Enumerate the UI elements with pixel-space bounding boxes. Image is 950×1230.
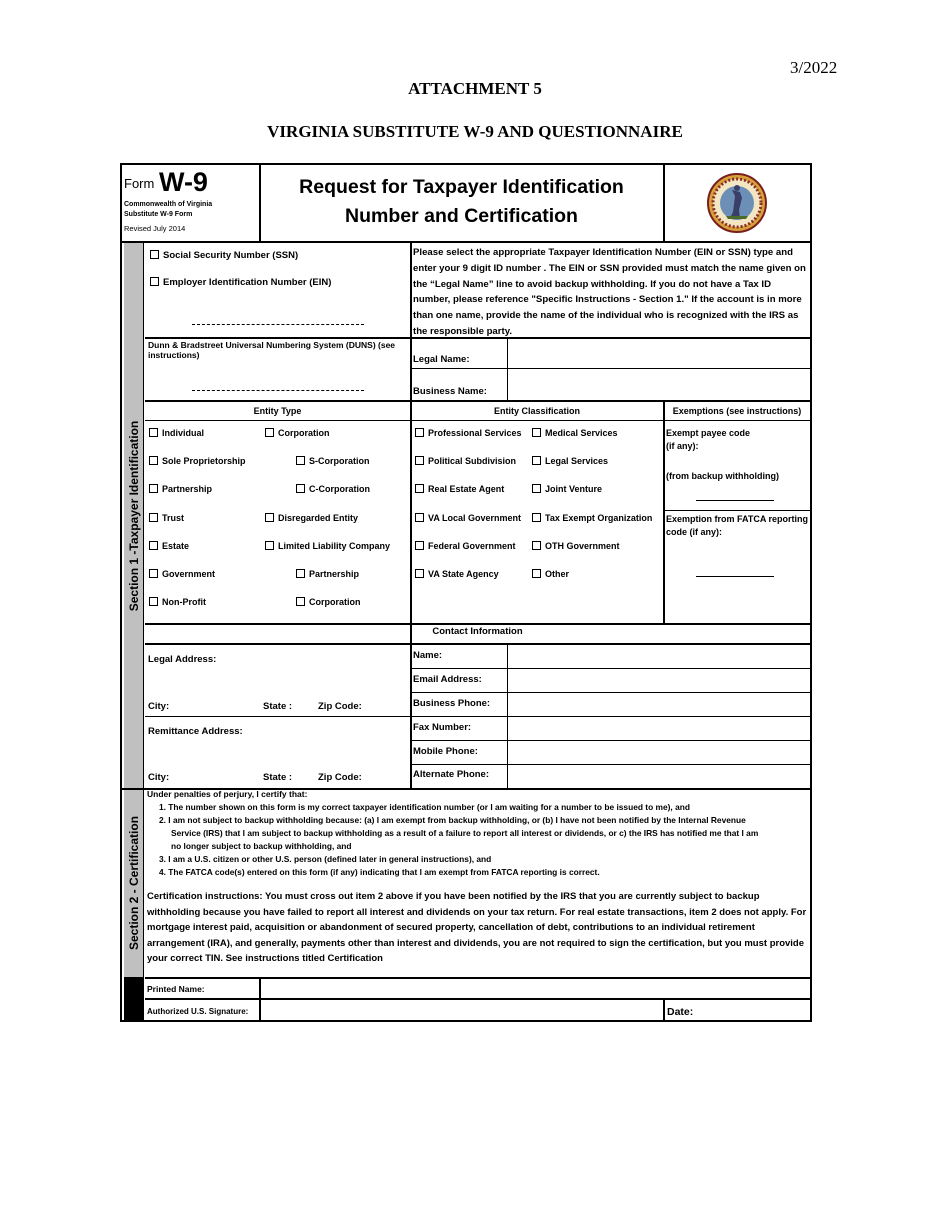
contact-email-label: Email Address: <box>413 674 482 685</box>
exempt-payee-field[interactable] <box>696 500 774 501</box>
cert-item1: 1. The number shown on this form is my correct taxpayer identification number (or I am waiting for a number to be issued to me), and <box>159 802 690 812</box>
signature-sidebar <box>124 977 144 1022</box>
legal-address-label: Legal Address: <box>148 654 217 665</box>
date-label: Date: <box>667 1006 694 1018</box>
entity-type-option[interactable]: Partnership <box>149 484 212 494</box>
contact-alt-phone-label: Alternate Phone: <box>413 769 490 780</box>
page-date: 3/2022 <box>790 58 838 77</box>
contact-fax-label: Fax Number: <box>413 722 472 733</box>
form-prefix: Form <box>124 176 155 191</box>
cert-item2-end: no longer subject to backup withholding, and <box>171 841 352 851</box>
entity-class-option[interactable]: Tax Exempt Organization <box>532 513 652 523</box>
legal-name-field[interactable] <box>509 339 809 367</box>
entity-type-option[interactable]: Corporation <box>265 428 330 438</box>
virginia-seal-icon <box>706 172 768 234</box>
duns-entry-line[interactable] <box>192 390 364 391</box>
fatca-label: Exemption from FATCA reporting <box>666 514 809 524</box>
form-title-line2: Number and Certification <box>345 205 578 227</box>
exempt-payee-label: Exempt payee code <box>666 428 751 438</box>
entity-type-option[interactable]: Individual <box>149 428 204 438</box>
entity-type-option[interactable]: Disregarded Entity <box>265 513 358 523</box>
exempt-payee-ifany: (if any): <box>666 441 699 451</box>
city-label: City: <box>148 701 170 712</box>
entity-type-option[interactable]: Partnership <box>296 569 359 579</box>
entity-type-option[interactable]: Trust <box>149 513 184 523</box>
entity-class-header: Entity Classification <box>493 406 581 416</box>
zip-label: Zip Code: <box>318 772 362 783</box>
form-name: W-9 <box>159 167 208 197</box>
entity-type-option[interactable]: Corporation <box>296 597 361 607</box>
ein-checkbox[interactable] <box>150 277 159 286</box>
entity-type-option[interactable]: Estate <box>149 541 189 551</box>
contact-name-label: Name: <box>413 650 443 661</box>
state-label: State : <box>263 772 293 783</box>
form-title-line1: Request for Taxpayer Identification <box>299 176 624 198</box>
cert-item3: 3. I am a U.S. citizen or other U.S. person (defined later in general instructions), and <box>159 854 492 864</box>
signature-label: Authorized U.S. Signature: <box>147 1007 249 1016</box>
ssn-checkbox[interactable] <box>150 250 159 259</box>
entity-class-option[interactable]: Legal Services <box>532 456 608 466</box>
entity-type-option[interactable]: Non-Profit <box>149 597 206 607</box>
form-commonwealth: Commonwealth of Virginia <box>124 201 213 208</box>
tin-entry-line[interactable] <box>192 324 364 325</box>
section2-sidebar <box>124 789 144 977</box>
entity-class-option[interactable]: Real Estate Agent <box>415 484 504 494</box>
document-title: VIRGINIA SUBSTITUTE W-9 AND QUESTIONNAIRE <box>267 122 683 141</box>
ssn-option[interactable]: Social Security Number (SSN) <box>150 250 298 262</box>
entity-class-option[interactable]: OTH Government <box>532 541 620 551</box>
business-name-field[interactable] <box>509 370 809 399</box>
entity-class-option[interactable]: Professional Services <box>415 428 522 438</box>
form-substitute: Substitute W-9 Form <box>124 211 193 218</box>
contact-business-phone-label: Business Phone: <box>413 698 491 709</box>
contact-info-header: Contact Information <box>432 626 523 637</box>
cert-item2: 2. I am not subject to backup withholding because: (a) I am exempt from backup withholding, or (b) I have not been notified by the Internal Revenue <box>159 815 746 825</box>
legal-name-label: Legal Name: <box>413 354 470 365</box>
section1-sidebar <box>124 243 144 789</box>
section1-label: Section 1 -Taxpayer Identification <box>126 420 141 612</box>
printed-name-field[interactable] <box>261 979 809 997</box>
fatca-code-field[interactable] <box>696 576 774 577</box>
signature-field[interactable] <box>261 1000 662 1021</box>
cert-intro: Under penalties of perjury, I certify that: <box>147 789 308 799</box>
entity-class-option[interactable]: VA State Agency <box>415 569 499 579</box>
entity-type-option[interactable]: S-Corporation <box>296 456 370 466</box>
w9-form <box>120 163 812 1022</box>
cert-item2-cont: Service (IRS) that I am subject to backup withholding as a result of a failure to report all interest or dividends, or c) the IRS has notified me that I am <box>171 828 759 838</box>
cert-item4: 4. The FATCA code(s) entered on this form (if any) indicating that I am exempt from FATCA reporting is correct. <box>159 867 600 877</box>
entity-class-option[interactable]: Federal Government <box>415 541 516 551</box>
exempt-payee-note: (from backup withholding) <box>666 471 779 481</box>
entity-class-option[interactable]: Other <box>532 569 569 579</box>
form-revision: Revised July 2014 <box>124 224 186 233</box>
entity-class-option[interactable]: Medical Services <box>532 428 618 438</box>
city-label: City: <box>148 772 170 783</box>
section2-label: Section 2 - Certification <box>126 815 141 951</box>
attachment-heading: ATTACHMENT 5 <box>408 79 542 98</box>
entity-type-option[interactable]: Government <box>149 569 215 579</box>
fatca-ifany: code (if any): <box>666 527 723 537</box>
duns-label: Dunn & Bradstreet Universal Numbering System (DUNS) (see instructions) <box>148 340 396 360</box>
entity-class-option[interactable]: VA Local Government <box>415 513 521 523</box>
entity-type-header: Entity Type <box>253 406 302 416</box>
business-name-label: Business Name: <box>413 386 487 397</box>
tin-instructions: Please select the appropriate Taxpayer Identification Number (EIN or SSN) type and enter your 9 digit ID number . The EIN or SSN provided must match the name given on the “Legal Name” line to avoid backup withholding. If you do not have a Tax ID number, please reference "Specific Instructions - Section 1." If the account is in more than one name, provide the name of the individual who is recognized with the IRS as the responsible party. <box>413 247 806 337</box>
ein-option[interactable]: Employer Identification Number (EIN) <box>150 277 331 289</box>
exemptions-header: Exemptions (see instructions) <box>672 406 802 416</box>
entity-type-option[interactable]: C-Corporation <box>296 484 370 494</box>
date-field[interactable] <box>702 1000 808 1021</box>
zip-label: Zip Code: <box>318 701 362 712</box>
remittance-address-label: Remittance Address: <box>148 726 243 737</box>
entity-type-option[interactable]: Sole Proprietorship <box>149 456 246 466</box>
contact-mobile-label: Mobile Phone: <box>413 746 478 757</box>
cert-instructions: Certification instructions: You must cross out item 2 above if you have been notified by the IRS that you are currently subject to backup withholding because you have failed to report all interest and dividends on your tax return. For real estate transactions, item 2 does not apply. For mortgage interest paid, acquisition or abandonment of secured property, cancellation of debt, contributions to an individual retirement arrangement (IRA), and generally, payments other than interest and dividends, you are not required to sign the certification, but you must provide your correct TIN. See instructions titled Certification <box>147 891 807 965</box>
entity-class-option[interactable]: Joint Venture <box>532 484 602 494</box>
state-label: State : <box>263 701 293 712</box>
printed-name-label: Printed Name: <box>147 984 205 994</box>
entity-class-option[interactable]: Political Subdivision <box>415 456 516 466</box>
entity-type-option[interactable]: Limited Liability Company <box>265 541 390 551</box>
